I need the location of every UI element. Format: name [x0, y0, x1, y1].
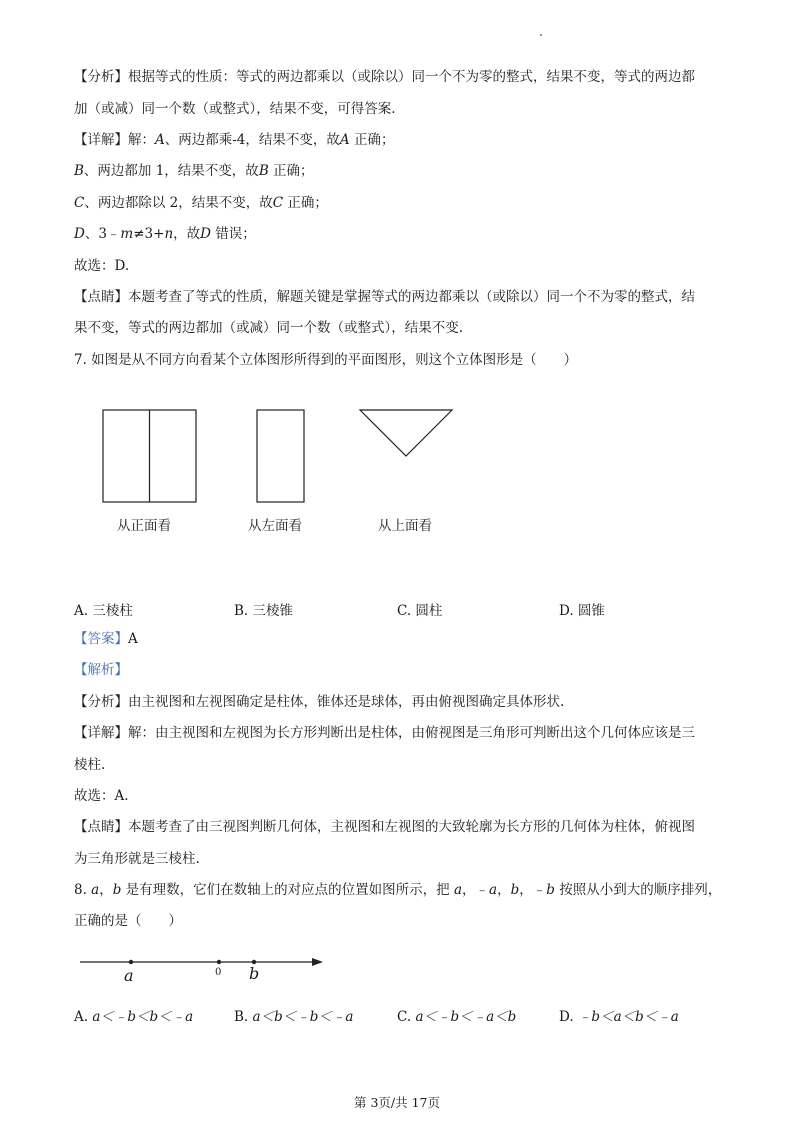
option-prefix: C.: [397, 1009, 416, 1025]
detail-tag: 【详解】: [74, 132, 128, 148]
var-c: C: [272, 195, 284, 211]
axis-label-b: b: [249, 964, 260, 983]
answer-tag: 【答案】: [74, 631, 128, 647]
detail-text: 正确；: [349, 132, 395, 148]
var-c: C: [74, 195, 85, 211]
q7-choose: 故选：A.: [74, 788, 129, 804]
top-view-shape: [360, 410, 452, 456]
var-b: b: [546, 882, 555, 898]
q7-jiexi-tag: 【解析】: [74, 662, 128, 678]
detail-text: 、两边都乘-4，结果不变，故: [164, 132, 340, 148]
var-a: A: [155, 132, 165, 148]
stem-text: 按照从小到大的顺序排列，: [554, 882, 722, 898]
q7-detail-line1: [74, 724, 695, 742]
detail-text: 、两边都加 1，结果不变，故: [83, 163, 259, 179]
comment-text: 本题考查了由三视图判断几何体，主视图和左视图的大致轮廓为长方形的几何体为柱体，俯视图: [128, 819, 695, 835]
left-view-shape: [257, 410, 304, 502]
q7-comment-line1: [74, 818, 695, 836]
q8-option-c: [397, 1005, 516, 1025]
var-b: B: [74, 163, 84, 179]
option-prefix: D.: [559, 1009, 578, 1025]
q8-option-d: [559, 1005, 679, 1025]
var-d: D: [200, 226, 211, 242]
q8-stem-line2: 正确的是（ ）: [74, 913, 182, 929]
comment-text: 本题考查了等式的性质，解题关键是掌握等式的两边都乘以（或除以）同一个不为零的整式，结: [128, 289, 695, 305]
var-n: n: [164, 226, 174, 242]
detail-tag: 【详解】: [74, 725, 128, 741]
var-a: a: [91, 882, 100, 898]
detail-text: ，故: [173, 226, 201, 242]
q7-stem: 7. 如图是从不同方向看某个立体图形所得到的平面图形，则这个立体图形是（ ）: [74, 352, 578, 368]
axis-label-a: a: [124, 966, 134, 985]
stem-text: 8.: [74, 882, 92, 898]
point-a: [129, 960, 133, 964]
var-m: m: [120, 226, 134, 242]
front-view-shape: [103, 410, 196, 502]
stem-text: ，﹣: [462, 882, 490, 898]
var-a: a: [453, 882, 463, 898]
stem-text: 是有理数，它们在数轴上的对应点的位置如图所示，把: [121, 882, 454, 898]
q7-comment-line2: 为三角形就是三棱柱.: [74, 851, 200, 867]
number-line: [80, 958, 323, 966]
q6-analysis-line2: 加（或减）同一个数（或整式），结果不变，可得答案.: [74, 101, 396, 117]
q7-option-d: D. 圆锥: [559, 603, 605, 619]
detail-text: 错误；: [210, 226, 256, 242]
option-expr: a＜b＜﹣b＜﹣a: [252, 1009, 354, 1025]
detail-text: 解：由主视图和左视图为长方形判断出是柱体，由俯视图是三角形可判断出这个几何体应该是三: [128, 725, 695, 741]
page-footer: 第 3页/共 17页: [353, 1095, 441, 1110]
var-b: B: [258, 163, 269, 179]
q8-stem-line1: [74, 881, 721, 899]
detail-text: 正确；: [283, 195, 328, 211]
var-b: b: [112, 882, 122, 898]
analysis-tag: 【分析】: [74, 694, 128, 710]
detail-text: 正确；: [268, 163, 314, 179]
q6-comment-line2: 果不变，等式的两边都加（或减）同一个数（或整式），结果不变.: [74, 320, 464, 336]
q7-detail-line2: 棱柱.: [74, 757, 106, 773]
axis-label-zero: 0: [215, 967, 222, 978]
var-b: b: [510, 882, 520, 898]
option-expr: ﹣b＜a＜b＜﹣a: [577, 1009, 679, 1025]
detail-text: 、3﹣: [84, 226, 121, 242]
q7-option-b: B. 三棱锥: [234, 603, 294, 619]
detail-text: 解：: [128, 132, 155, 148]
q7-option-a: A. 三棱柱: [74, 603, 133, 619]
point-zero: [217, 960, 221, 964]
analysis-text: 根据等式的性质：等式的两边都乘以（或除以）同一个不为零的整式，结果不变，等式的两边都: [128, 69, 695, 85]
stem-text: ，: [497, 882, 511, 898]
q8-option-a: [74, 1005, 193, 1025]
option-expr: a＜﹣b＜﹣a＜b: [415, 1009, 517, 1025]
q7-option-c: C. 圆柱: [397, 603, 443, 619]
label-left-view: 从左面看: [248, 518, 302, 534]
option-prefix: B.: [234, 1009, 253, 1025]
detail-text: ≠3+: [133, 226, 165, 242]
comment-tag: 【点睛】: [74, 289, 128, 305]
var-a: a: [489, 882, 498, 898]
answer-value: A: [128, 631, 138, 647]
label-top-view: 从上面看: [378, 518, 432, 534]
label-front-view: 从正面看: [117, 518, 171, 534]
var-d: D: [74, 226, 85, 242]
comment-tag: 【点睛】: [74, 819, 128, 835]
arrow-icon: [312, 958, 323, 966]
detail-text: 、两边都除以 2，结果不变，故: [84, 195, 273, 211]
q8-option-b: [234, 1005, 353, 1025]
option-expr: a＜﹣b＜b＜﹣a: [92, 1009, 194, 1025]
stem-text: ，﹣: [519, 882, 547, 898]
var-a: A: [339, 132, 350, 148]
q7-analysis: [74, 693, 564, 711]
q6-choose: 故选：D.: [74, 258, 130, 274]
option-prefix: A.: [74, 1009, 93, 1025]
q7-answer: [74, 630, 138, 648]
analysis-text: 由主视图和左视图确定是柱体，锥体还是球体，再由俯视图确定具体形状.: [128, 694, 565, 710]
analysis-tag: 【分析】: [74, 69, 128, 85]
stem-text: ，: [99, 882, 113, 898]
